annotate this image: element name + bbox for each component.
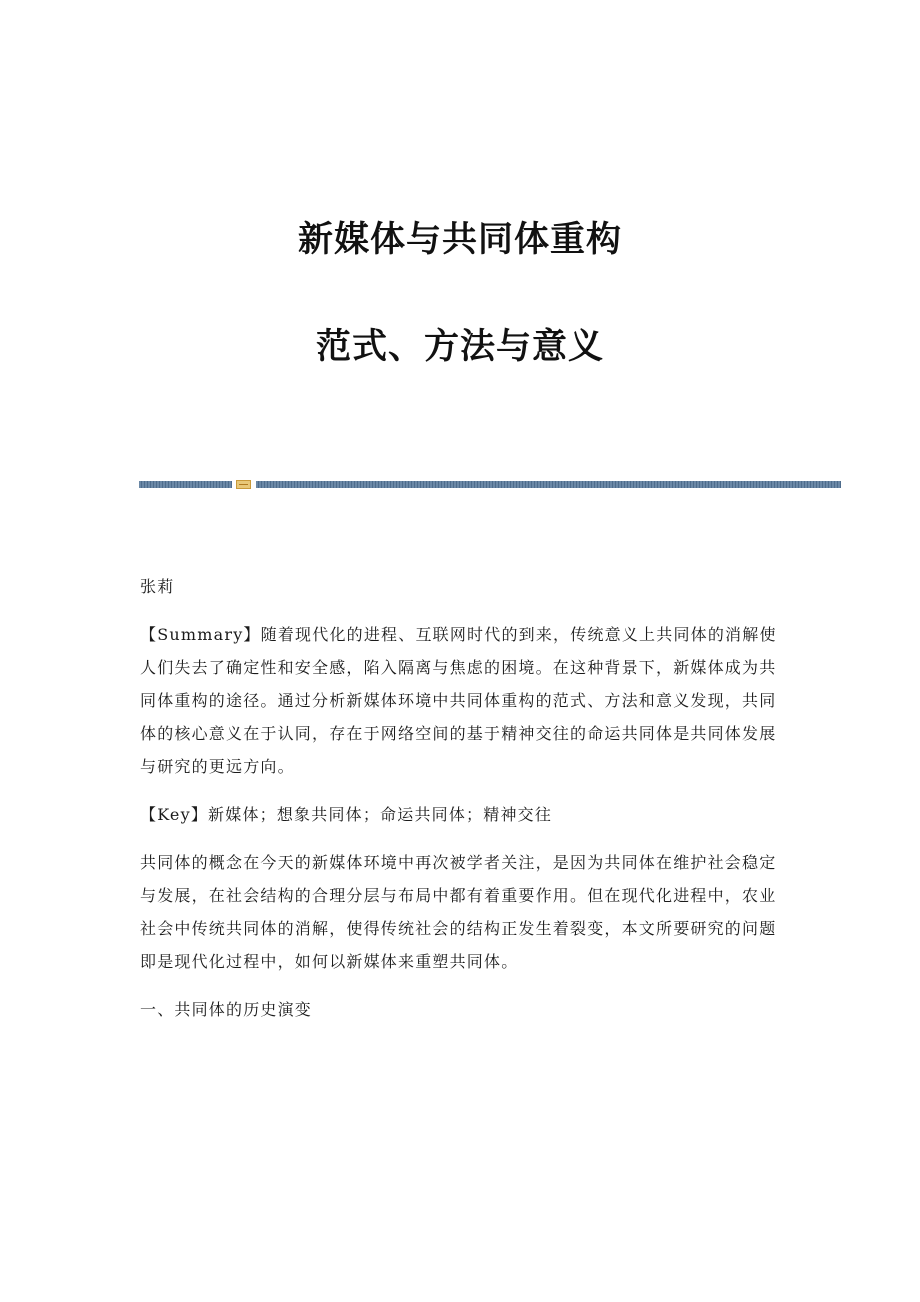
summary-text: 随着现代化的进程、互联网时代的到来，传统意义上共同体的消解使人们失去了确定性和安全感，陷入隔离与焦虑的困境。在这种背景下，新媒体成为共同体重构的途径。通过分析新媒体环境中共同体重构的范式、方法和意义发现，共同体的核心意义在于认同，存在于网络空间的基于精神交往的命运共同体是共同体发展与研究的更远方向。: [140, 625, 777, 776]
document-title: 新媒体与共同体重构: [297, 219, 622, 260]
keywords-paragraph: [140, 798, 780, 831]
intro-paragraph: 共同体的概念在今天的新媒体环境中再次被学者关注，是因为共同体在维护社会稳定与发展，在社会结构的合理分层与布局中都有着重要作用。但在现代化进程中，农业社会中传统共同体的消解，使得传统社会的结构正发生着裂变，本文所要研究的问题即是现代化过程中，如何以新媒体来重塑共同体。: [140, 853, 777, 971]
title-divider: [139, 480, 841, 489]
author-name: 张莉: [140, 577, 175, 596]
summary-label: 【Summary】: [140, 625, 261, 644]
summary-paragraph: [140, 618, 780, 783]
keywords-label: 【Key】: [140, 805, 209, 824]
section-heading: 一、共同体的历史演变: [140, 1000, 313, 1019]
divider-bar-left: [139, 481, 232, 488]
divider-ornament-icon: [236, 480, 251, 489]
document-subtitle: 范式、方法与意义: [315, 326, 604, 367]
keywords-text: 新媒体；想象共同体；命运共同体；精神交往: [208, 805, 553, 824]
divider-bar-right: [256, 481, 841, 488]
document-body: [140, 570, 780, 1026]
